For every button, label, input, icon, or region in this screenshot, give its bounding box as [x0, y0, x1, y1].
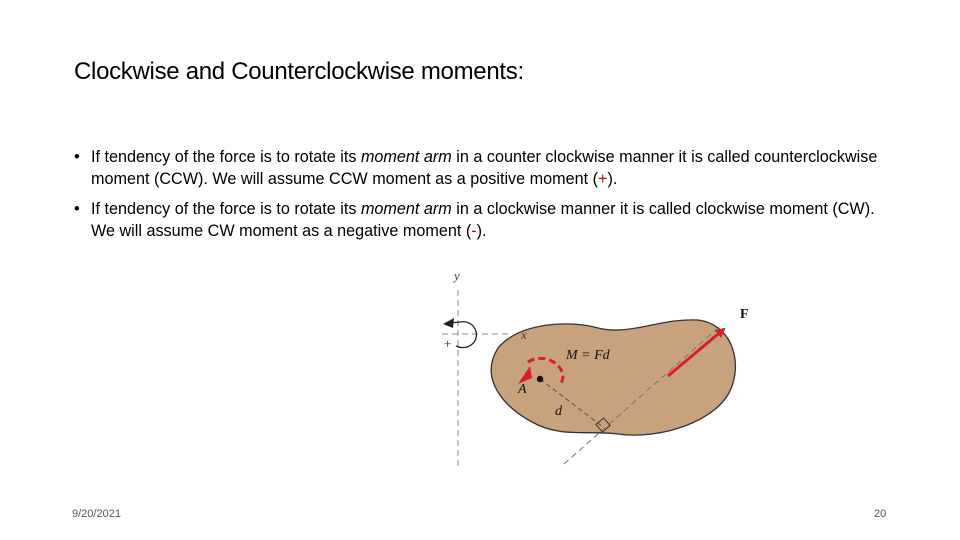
page-number: 20 [874, 508, 887, 520]
moment-equation: M = Fd [566, 348, 610, 363]
x-axis-label: x [521, 327, 527, 342]
negative-sign: - [471, 222, 477, 240]
bullet-text: ). [476, 222, 487, 240]
bullet-list [72, 146, 892, 250]
bullet-text: ). [607, 170, 618, 188]
distance-label: d [555, 404, 562, 419]
plus-label: + [444, 336, 452, 351]
bullet-cw [72, 198, 892, 242]
bullet-text: in a counter clockwise manner it is called counterclockwise moment (CCW). We will assume CCW moment as a positive moment ( [91, 148, 878, 188]
force-label: F [740, 307, 749, 322]
positive-sign: + [598, 170, 608, 188]
bullet-marker: • [74, 200, 80, 218]
bullet-emphasis: moment arm [360, 148, 452, 166]
y-axis-label: y [454, 268, 460, 283]
ccw-convention-arrow-icon [456, 322, 476, 348]
slide-title: Clockwise and Counterclockwise moments: [74, 58, 524, 85]
point-a-label: A [518, 382, 527, 397]
footer-date: 9/20/2021 [72, 508, 121, 520]
bullet-text: in a clockwise manner it is called clockwise moment (CW). We will assume CW moment as a negative moment ( [91, 200, 875, 240]
bullet-ccw [72, 146, 892, 190]
point-a [537, 376, 543, 382]
bullet-marker: • [74, 148, 80, 166]
bullet-text: If tendency of the force is to rotate its [91, 200, 361, 218]
bullet-emphasis: moment arm [360, 200, 452, 218]
bullet-text: If tendency of the force is to rotate its [91, 148, 361, 166]
moment-diagram [420, 262, 760, 474]
